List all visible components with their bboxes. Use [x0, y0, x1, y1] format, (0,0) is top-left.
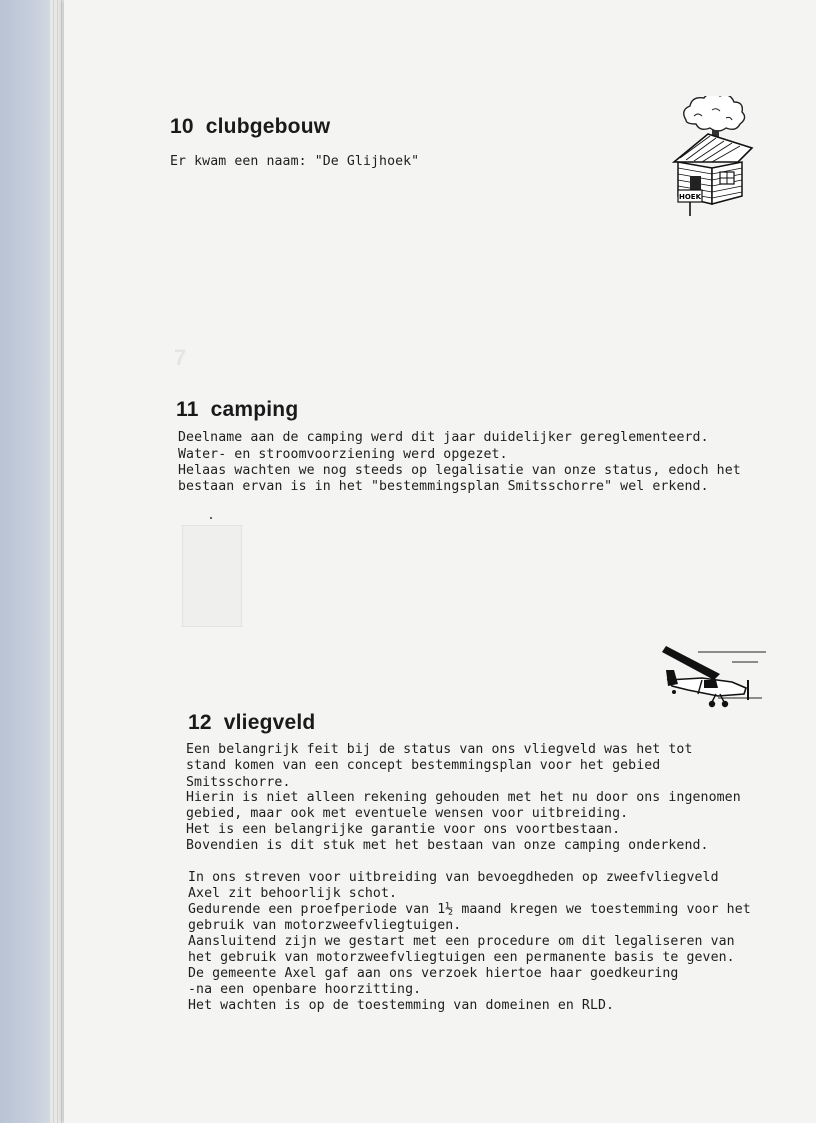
section-text-line: Axel zit behoorlijk schot.	[188, 886, 398, 901]
section-text-line: Water- en stroomvoorziening werd opgezet.	[178, 447, 508, 462]
section-heading-camping: 11 camping	[176, 398, 299, 421]
section-text-line: stand komen van een concept bestemmingsplan voor het gebied	[186, 758, 661, 773]
ink-speck	[210, 517, 212, 519]
section-text-line: Deelname aan de camping werd dit jaar duidelijker gereglementeerd.	[178, 430, 709, 445]
bleed-through-heading: 7	[174, 345, 199, 370]
document-page	[64, 0, 816, 1123]
section-text-line: bestaan ervan is in het "bestemmingsplan Smitsschorre" wel erkend.	[178, 479, 709, 494]
bleed-through-photo	[182, 525, 242, 627]
section-text-line: Helaas wachten we nog steeds op legalisatie van onze status, edoch het	[178, 463, 741, 478]
airplane-illustration	[658, 640, 768, 720]
section-heading-vliegveld: 12 vliegveld	[188, 711, 316, 734]
section-text-line: Het wachten is op de toestemming van domeinen en RLD.	[188, 998, 615, 1013]
section-text-line: Smitsschorre.	[186, 775, 291, 790]
section-text-line: Bovendien is dit stuk met het bestaan van onze camping onderkend.	[186, 838, 709, 853]
section-text-line: -na een openbare hoorzitting.	[188, 982, 422, 997]
section-text-line: het gebruik van motorzweefvliegtuigen een permanente basis te geven.	[188, 950, 735, 965]
clubhouse-illustration	[668, 96, 760, 218]
section-text-line: Aansluitend zijn we gestart met een procedure om dit legaliseren van	[188, 934, 735, 949]
section-text-line: gebruik van motorzweefvliegtuigen.	[188, 918, 462, 933]
bleed-through-text	[344, 118, 655, 258]
section-text-line: Hierin is niet alleen rekening gehouden met het nu door ons ingenomen	[186, 790, 741, 805]
section-heading-clubgebouw: 10 clubgebouw	[170, 115, 331, 138]
section-text-line: In ons streven voor uitbreiding van bevoegdheden op zweefvliegveld	[188, 870, 719, 885]
section-text-line: Het is een belangrijke garantie voor ons voortbestaan.	[186, 822, 621, 837]
section-text-line: gebied, maar ook met eventuele wensen voor uitbreiding.	[186, 806, 629, 821]
section-text-line: De gemeente Axel gaf aan ons verzoek hiertoe haar goedkeuring	[188, 966, 679, 981]
section-text-line: Er kwam een naam: "De Glijhoek"	[170, 154, 420, 169]
section-text-line: Een belangrijk feit bij de status van ons vliegveld was het tot	[186, 742, 693, 757]
section-text-line: Gedurende een proefperiode van 1½ maand kregen we toestemming voor het	[188, 902, 751, 917]
clubhouse-sign-text: HOEK	[678, 193, 702, 201]
